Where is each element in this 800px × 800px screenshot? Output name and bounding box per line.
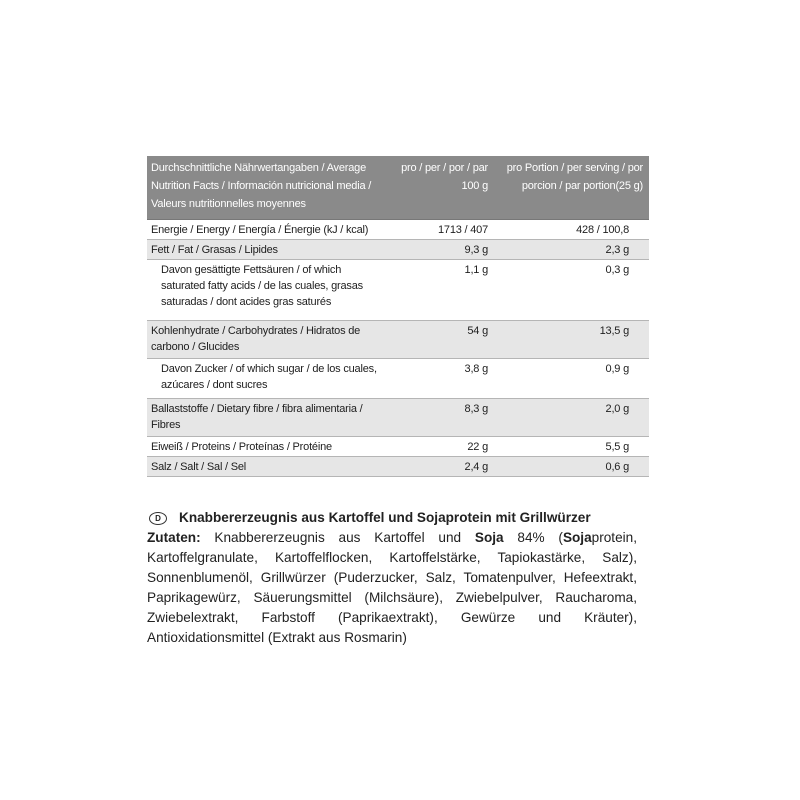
table-row-saturated-fat (147, 260, 649, 321)
product-title-line (147, 508, 637, 528)
row-label: Kohlenhydrate / Carbohydrates / Hidratos de carbono / Glucides (151, 325, 361, 353)
table-header (147, 156, 649, 220)
ingredients-text (147, 528, 637, 648)
row-label: Ballaststoffe / Dietary fibre / fibra alimentaria / Fibres (151, 403, 363, 431)
row-per-100g: 1,1 g (464, 264, 488, 276)
row-per-100g: 3,8 g (464, 363, 488, 375)
table-row-sugar (147, 359, 649, 399)
table-row-protein (147, 437, 649, 457)
row-label: Davon Zucker / of which sugar / de los cuales, azúcares / dont sucres (161, 363, 377, 391)
row-portion: 0,3 g (605, 264, 629, 276)
allergen-soja: Soja (474, 530, 504, 545)
row-label: Davon gesättigte Fettsäuren / of which saturated fatty acids / de las cuales, grasas saturadas / dont acides gras saturés (161, 264, 363, 308)
row-portion: 428 / 100,8 (576, 224, 629, 236)
row-per-100g: 1713 / 407 (438, 224, 488, 236)
row-portion: 2,0 g (605, 403, 629, 415)
row-per-100g: 54 g (467, 325, 488, 337)
row-portion: 13,5 g (599, 325, 629, 337)
ingredients-section (147, 508, 637, 648)
row-per-100g: 22 g (467, 441, 488, 453)
nutrition-table (147, 156, 649, 477)
table-row-energy (147, 220, 649, 240)
row-portion: 0,9 g (605, 363, 629, 375)
header-per-100g: pro / per / por / par 100 g (401, 162, 488, 192)
ingredients-part3: protein, Kartoffelgranulate, Kartoffelflocken, Kartoffelstärke, Tapiokastärke, Salz), Sonnenblumenöl, Grillwürzer (Puderzucker, Salz, Tomatenpulver, Hefeextrakt, Paprikagewürz, Säuerungsmittel (Milchsäure), Zwiebelpulver, Raucharoma, Zwiebelextrakt, Farbstoff (Paprikaextrakt), Gewürze und Kräuter), Antioxidationsmittel (Extrakt aus Rosmarin) (147, 530, 637, 645)
header-description: Durchschnittliche Nährwertangaben / Average Nutrition Facts / Información nutricional media / Valeurs nutritionnelles moyennes (151, 162, 372, 210)
row-per-100g: 9,3 g (464, 244, 488, 256)
row-portion: 0,6 g (605, 461, 629, 473)
table-row-salt (147, 457, 649, 477)
ingredients-part2: 84% ( (503, 530, 563, 545)
ingredients-part1: Knabbererzeugnis aus Kartoffel und (200, 530, 475, 545)
header-per-portion: pro Portion / per serving / por porcion / par portion(25 g) (506, 162, 643, 192)
row-per-100g: 8,3 g (464, 403, 488, 415)
row-label: Eiweiß / Proteins / Proteínas / Protéine (151, 441, 332, 453)
row-label: Fett / Fat / Grasas / Lipides (151, 244, 278, 256)
row-label: Energie / Energy / Energía / Énergie (kJ / kcal) (151, 224, 369, 236)
product-title: Knabbererzeugnis aus Kartoffel und Sojaprotein mit Grillwürzer (179, 510, 591, 525)
country-d-icon: D (149, 512, 167, 525)
allergen-soja-2: Soja (562, 530, 592, 545)
row-portion: 2,3 g (605, 244, 629, 256)
row-per-100g: 2,4 g (464, 461, 488, 473)
table-row-fat (147, 240, 649, 260)
table-row-carbohydrates (147, 321, 649, 359)
row-label: Salz / Salt / Sal / Sel (151, 461, 247, 473)
ingredients-label: Zutaten: (147, 530, 201, 545)
table-row-fibre (147, 399, 649, 437)
row-portion: 5,5 g (605, 441, 629, 453)
